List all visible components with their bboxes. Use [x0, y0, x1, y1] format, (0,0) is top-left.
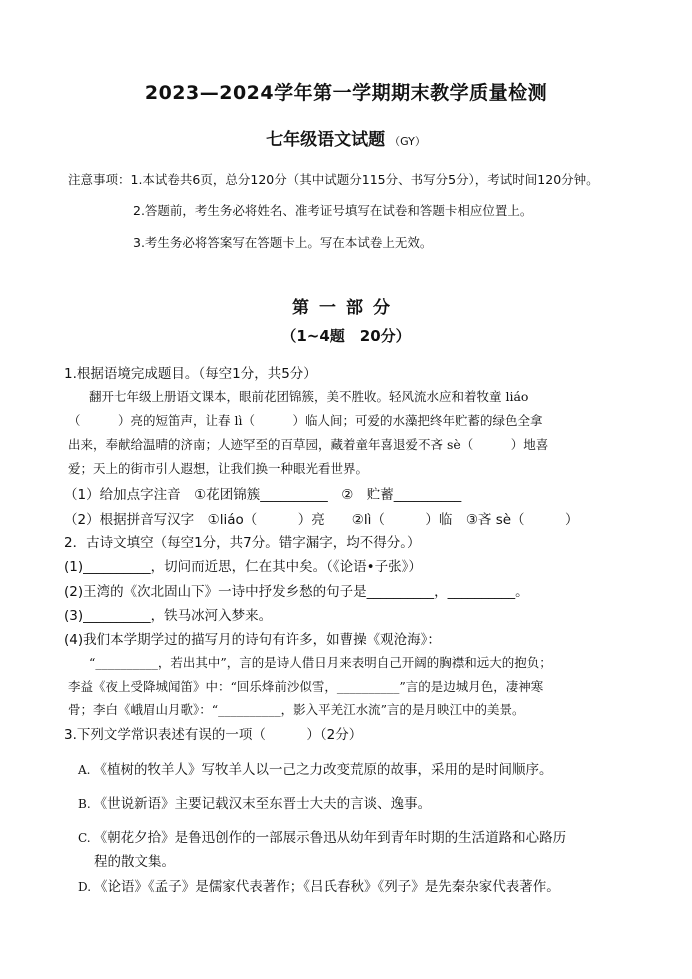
part-title: 第一部分 — [292, 298, 400, 318]
q1-sub2: （2）根据拼音写汉字 ①liáo（ ）亮 ②lì（ ）临 ③吝 sè（ ） — [64, 512, 579, 528]
q3-stem: 3.下列文学常识表述有误的一项（ ）（2分） — [64, 727, 363, 743]
q1-passage-line: 出来，奉献给温晴的济南；人迹罕至的百草园，藏着童年喜退爱不吝 sè（ ）地喜 — [68, 437, 549, 452]
q1-passage-line: （ ）亮的短笛声，让春 lì（ ）临人间；可爱的水藻把终年贮蓄的绿色全拿 — [68, 413, 543, 428]
exam-subtitle — [0, 125, 692, 150]
q3-option-a — [78, 758, 552, 778]
q3-option-b — [78, 792, 431, 812]
part-range: （1~4题 20分） — [281, 327, 411, 345]
q2-passage-line: “__________，若出其中”，言的是诗人借日月来表明自己开阔的胸襟和远大的抱负； — [89, 655, 552, 670]
option-text: 《论语》《孟子》是儒家代表著作；《吕氏春秋》《列子》是先秦杂家代表著作。 — [94, 879, 560, 895]
exam-title: 2023—2024学年第一学期期末教学质量检测 — [144, 82, 548, 104]
q2-item-3: (3)__________，铁马冰河入梦来。 — [64, 608, 273, 624]
q2-item-2: (2)王湾的《次北固山下》一诗中抒发乡愁的句子是__________，__________。 — [64, 584, 529, 600]
q2-item-4: (4)我们本学期学过的描写月的诗句有许多，如曹操《观沧海》： — [64, 632, 441, 648]
q3-option-d — [78, 875, 560, 895]
note-3: 3.考生务必将答案写在答题卡上。写在本试卷上无效。 — [133, 235, 433, 250]
option-text: 《植树的牧羊人》写牧羊人以一己之力改变荒原的故事，采用的是时间顺序。 — [93, 762, 553, 778]
q1-passage-line: 爱；天上的街市引人遐想，让我们换一种眼光看世界。 — [68, 461, 369, 476]
option-label: B. — [78, 797, 91, 811]
q3-option-c-continued: 程的散文集。 — [94, 854, 175, 870]
q2-stem: 2．古诗文填空（每空1分，共7分。错字漏字，均不得分。） — [64, 535, 421, 551]
q1-stem: 1.根据语境完成题目。（每空1分，共5分） — [64, 366, 317, 382]
q2-item-1: (1)__________，切问而近思，仁在其中矣。（《论语•子张》） — [64, 559, 422, 575]
q3-option-c — [78, 826, 566, 846]
note-2: 2.答题前，考生务必将姓名、准考证号填写在试卷和答题卡相应位置上。 — [133, 203, 533, 218]
option-label: C. — [78, 831, 91, 845]
q2-passage-line: 骨；李白《峨眉山月歌》：“__________，影入平羌江水流”言的是月映江中的美景。 — [68, 702, 525, 717]
subtitle-code: （GY） — [389, 135, 426, 148]
option-label: D. — [78, 880, 92, 894]
q1-passage-line: 翻开七年级上册语文课本，眼前花团锦簇，美不胜收。轻风流水应和着牧童 liáo — [89, 389, 529, 404]
note-1: 注意事项：1.本试卷共6页，总分120分（其中试题分115分、书写分5分），考试时间120分钟。 — [68, 172, 599, 187]
option-label: A. — [78, 763, 91, 777]
q1-sub1: （1）给加点字注音 ①花团锦簇__________ ② 贮蓄__________ — [64, 487, 462, 503]
subtitle-text: 七年级语文试题 — [266, 130, 386, 150]
q2-passage-line: 李益《夜上受降城闻笛》中：“回乐烽前沙似雪，__________”言的是边城月色，凄神寒 — [68, 679, 544, 694]
option-text: 《世说新语》主要记载汉末至东晋士大夫的言谈、逸事。 — [93, 796, 432, 812]
option-text: 《朝花夕拾》是鲁迅创作的一部展示鲁迅从幼年到青年时期的生活道路和心路历 — [93, 830, 567, 846]
